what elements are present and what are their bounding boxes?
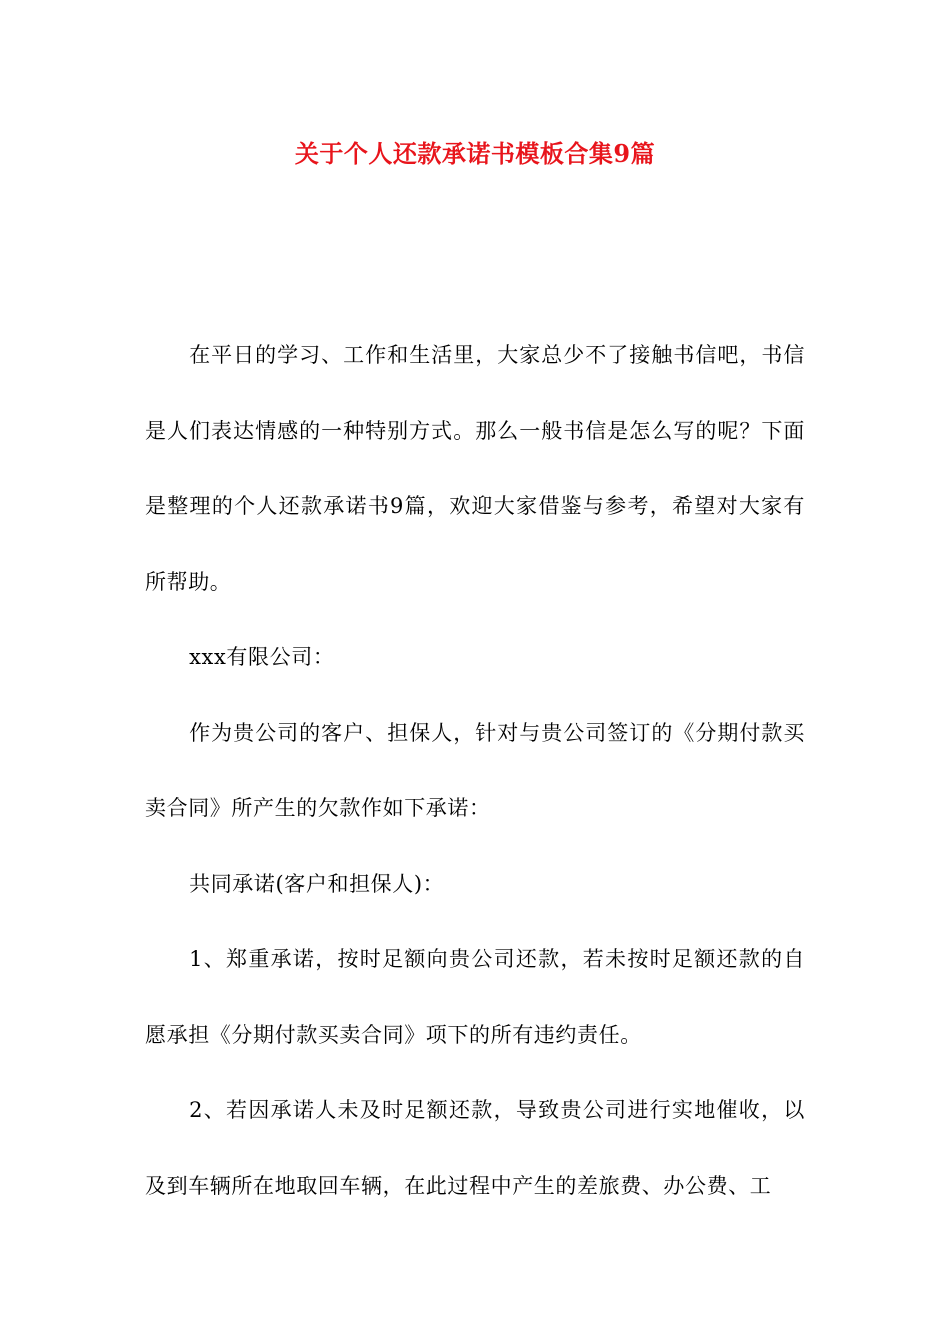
commitment-item-1: 1、郑重承诺，按时足额向贵公司还款，若未按时足额还款的自愿承担《分期付款买卖合同》项下的所有违约责任。	[145, 947, 805, 1047]
addressee-paragraph: xxx有限公司：	[189, 645, 335, 669]
statement-paragraph: 作为贵公司的客户、担保人，针对与贵公司签订的《分期付款买卖合同》所产生的欠款作如下承诺：	[145, 720, 805, 820]
commitment-item-2: 2、若因承诺人未及时足额还款，导致贵公司进行实地催收，以及到车辆所在地取回车辆，在此过程中产生的差旅费、办公费、工	[145, 1098, 805, 1198]
joint-commitment-heading: 共同承诺(客户和担保人)：	[189, 871, 445, 896]
intro-paragraph: 在平日的学习、工作和生活里，大家总少不了接触书信吧，书信是人们表达情感的一种特别方式。那么一般书信是怎么写的呢？下面是整理的个人还款承诺书9篇，欢迎大家借鉴与参考，希望对大家有所帮助。	[145, 343, 805, 594]
document-body	[145, 318, 805, 1224]
document-title: 关于个人还款承诺书模板合集9篇	[294, 139, 656, 168]
